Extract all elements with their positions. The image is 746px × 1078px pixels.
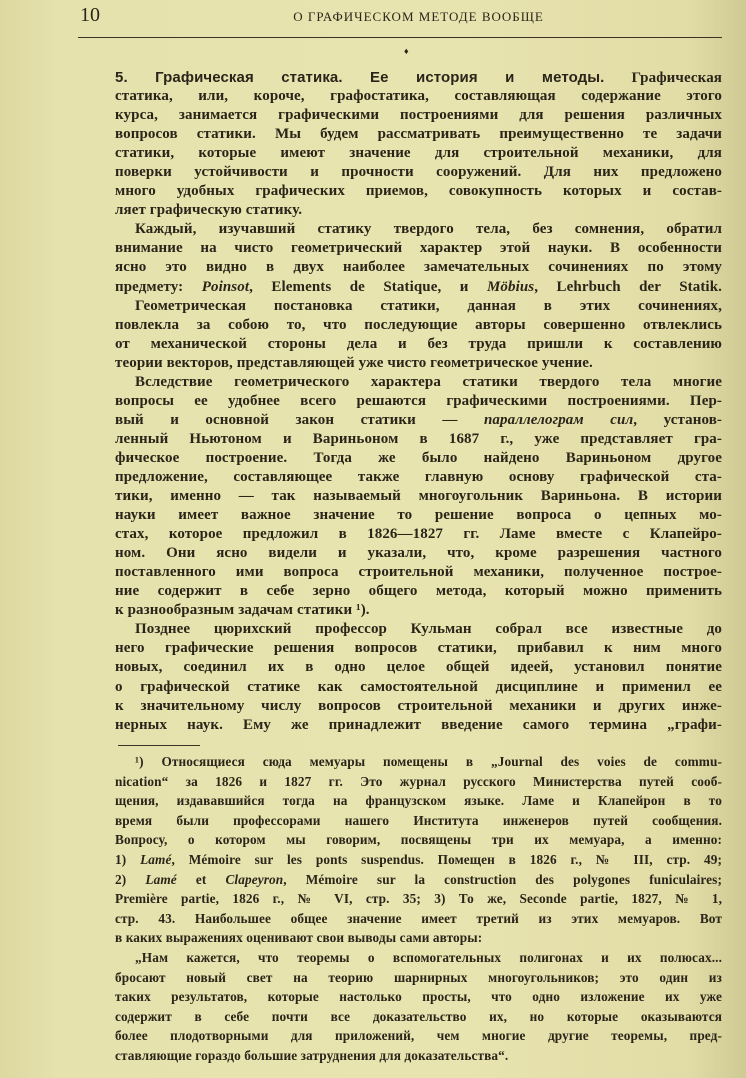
- text-run: , Elements de Statique, и: [249, 278, 487, 295]
- text-run: , установ-: [633, 411, 722, 428]
- text-run: внимание на чисто геометрический характер этой науки. В особенности: [115, 240, 722, 257]
- body-line: [115, 87, 722, 106]
- text-run: стр. 43. Наибольшее общее значение имеет третий из этих мемуаров. Вот: [115, 910, 722, 926]
- text-run: предложение, составляющее также главную основу графической ста-: [115, 468, 722, 485]
- footnote: [115, 752, 722, 1066]
- text-run: Вследствие геометрического характера статики твердого тела многие: [135, 373, 722, 390]
- text-run: бросают новый свет на теорию шарнирных многоугольников; это один из: [115, 969, 722, 985]
- body-line: [115, 620, 722, 639]
- text-run: , Mémoire sur la construction des polygones funiculaires;: [283, 871, 722, 887]
- body-line: [115, 716, 722, 735]
- text-run: nication“ за 1826 и 1827 гг. Это журнал русского Министерства путей сооб-: [115, 773, 722, 789]
- text-run: Графическая: [604, 70, 723, 86]
- text-run: поверки устойчивости и прочности сооружений. Для них предложено: [115, 164, 722, 181]
- text-run: 1): [115, 851, 141, 867]
- body-line: [115, 525, 722, 544]
- body-line: [115, 278, 722, 297]
- body-line: [115, 678, 722, 697]
- body-line: [115, 354, 722, 373]
- header-rule: [78, 37, 722, 38]
- text-run: 2): [115, 871, 146, 887]
- body-line: [115, 201, 722, 220]
- text-run: Каждый, изучавший статику твердого тела, без сомнения, обратил: [135, 221, 722, 238]
- footnote-line: [115, 1007, 722, 1027]
- body-line: [115, 430, 722, 449]
- text-run: вопросов статики. Мы будем рассматривать преимущественно те задачи: [115, 126, 722, 143]
- body-line: [115, 563, 722, 582]
- text-run: стах, которое предложил в 1826—1827 гг. Ламе вместе с Клапейро-: [115, 526, 722, 543]
- text-run: более плодотворными для приложений, чем многие другие теоремы, пред-: [115, 1028, 722, 1044]
- text-run: статики, которые имеют значение для строительной механики, для: [115, 145, 722, 162]
- text-run: фическое построение. Тогда же было найдено Вариньоном другое: [115, 449, 722, 466]
- text-run: курса, занимается графическими построениями для решения различных: [115, 107, 722, 124]
- ornament-mark: ♦: [404, 46, 409, 56]
- italic-text: Möbius: [486, 278, 535, 295]
- footnote-line: [115, 889, 722, 909]
- footnote-line: [115, 850, 722, 870]
- body-line: [115, 316, 722, 335]
- text-run: , Lehrbuch der Statik.: [534, 278, 722, 295]
- body-line: [115, 392, 722, 411]
- body-line: [115, 506, 722, 525]
- body-line: [115, 68, 722, 87]
- footnote-line: [115, 948, 722, 968]
- text-run: ¹) Относящиеся сюда мемуары помещены в „Journal des voies de commu-: [135, 754, 722, 769]
- text-run: новых, соединил их в одно целое общей идеей, установил понятие: [115, 659, 722, 676]
- text-run: „Нам кажется, что теоремы о вспомогательных полигонах и их полюсах...: [135, 949, 722, 965]
- running-title-text: О ГРАФИЧЕСКОМ МЕТОДЕ ВООБЩЕ: [293, 9, 544, 24]
- footnote-line: [115, 968, 722, 988]
- body-line: [115, 125, 722, 144]
- italic-text: параллелограм сил: [483, 411, 634, 428]
- text-run: в каких выражениях оценивают свои выводы сами авторы:: [115, 930, 483, 946]
- body-line: [115, 182, 722, 201]
- italic-text: Poinsot: [201, 278, 250, 295]
- text-run: вый и основной закон статики —: [115, 411, 484, 428]
- italic-text: Lamé: [145, 871, 177, 887]
- body-line: [115, 144, 722, 163]
- text-run: ние содержит в себе зерно общего метода, который можно применить: [115, 583, 722, 600]
- text-run: о графической статике как самостоятельной дисциплине и применил ее: [115, 678, 722, 695]
- body-line: [115, 639, 722, 658]
- footnote-line: [115, 987, 722, 1007]
- body-line: [115, 106, 722, 125]
- body-line: [115, 468, 722, 487]
- body-line: [115, 601, 722, 620]
- text-run: нерных наук. Ему же принадлежит введение самого термина „графи-: [115, 716, 722, 733]
- text-run: ляет графическую статику.: [115, 202, 303, 219]
- body-line: [115, 335, 722, 354]
- text-run: таких результатов, которые настолько просты, что одно изложение их уже: [115, 989, 722, 1005]
- text-run: предмету:: [115, 278, 202, 295]
- text-run: повлекла за собою то, что последующие авторы совершенно отвлеклись: [115, 316, 722, 333]
- body-line: [115, 411, 722, 430]
- text-run: статика, или, короче, графостатика, составляющая содержание этого: [115, 88, 722, 105]
- text-run: ставляющие гораздо большие затруднения для доказательства“.: [115, 1047, 509, 1063]
- text-run: ясно это видно в двух наиболее замечательных сочинениях по этому: [115, 259, 722, 276]
- text-run: содержит в себе почти все доказательство их, но которые оказываются: [115, 1008, 722, 1024]
- footnote-line: [115, 772, 722, 792]
- text-run: поставленного ими вопроса строительной механики, полученное построе-: [115, 564, 722, 581]
- footnote-line: [115, 791, 722, 811]
- body-line: [115, 373, 722, 392]
- body-line: [115, 544, 722, 563]
- footnote-line: [115, 811, 722, 831]
- body-line: [115, 239, 722, 258]
- text-run: много удобных графических приемов, совокупность которых и состав-: [115, 183, 722, 200]
- page-number: 10: [80, 4, 100, 26]
- italic-text: Lamé: [140, 851, 172, 867]
- body-line: [115, 220, 722, 239]
- text-run: ном. Они ясно видели и указали, что, кроме разрешения частного: [115, 545, 722, 562]
- footnote-line: [115, 830, 722, 850]
- text-run: Вопросу, о котором мы говорим, посвящены три их мемуара, а именно:: [115, 832, 722, 848]
- body-line: [115, 163, 722, 182]
- text-run: тики, именно — так называемый многоугольник Вариньона. В истории: [115, 488, 722, 505]
- text-run: вопросы ее удобнее всего решаются графическими построениями. Пер-: [115, 392, 722, 409]
- body-line: [115, 487, 722, 506]
- text-run: щения, издававшийся тогда на французском языке. Ламе и Клапейрон в то: [115, 793, 722, 809]
- running-title: [115, 6, 722, 26]
- italic-text: Clapeyron: [225, 871, 284, 887]
- body-line: [115, 697, 722, 716]
- footnote-line: [115, 1026, 722, 1046]
- footnote-line: [115, 909, 722, 929]
- text-run: него графические решения вопросов статики, прибавил к ним много: [115, 640, 722, 657]
- text-run: ленный Ньютоном и Вариньоном в 1687 г., уже представляет гра-: [115, 430, 722, 447]
- footnote-line: [115, 1046, 722, 1066]
- body-line: [115, 258, 722, 277]
- main-text: [115, 68, 722, 735]
- body-line: [115, 449, 722, 468]
- footnote-line: [115, 870, 722, 890]
- body-line: [115, 582, 722, 601]
- footnote-line: [115, 752, 722, 772]
- footnote-divider: [118, 745, 200, 746]
- footnote-line: [115, 928, 722, 948]
- text-run: от механической стороны дела и без труда пришли к составлению: [115, 335, 722, 352]
- body-line: [115, 658, 722, 677]
- text-run: et: [176, 871, 226, 887]
- text-run: Позднее цюрихский профессор Кульман собрал все известные до: [135, 621, 722, 638]
- section-heading: 5. Графическая статика. Ее история и методы.: [115, 69, 605, 86]
- text-run: Геометрическая постановка статики, данная в этих сочинениях,: [135, 297, 722, 314]
- body-line: [115, 297, 722, 316]
- text-run: Première partie, 1826 г., № VI, стр. 35; 3) То же, Seconde partie, 1827, № 1,: [115, 891, 722, 907]
- text-run: время были профессорами нашего Института инженеров путей сообщения.: [115, 812, 722, 828]
- text-run: науки имеет важное значение то решение вопроса о цепных мо-: [115, 507, 722, 524]
- text-run: к разнообразным задачам статики ¹).: [115, 602, 370, 619]
- text-run: к значительному числу вопросов строительной механики и других инже-: [115, 697, 722, 714]
- text-run: теории векторов, представляющей уже чисто геометрическое учение.: [115, 354, 593, 371]
- text-run: , Mémoire sur les ponts suspendus. Помещен в 1826 г., № III, стр. 49;: [171, 851, 723, 867]
